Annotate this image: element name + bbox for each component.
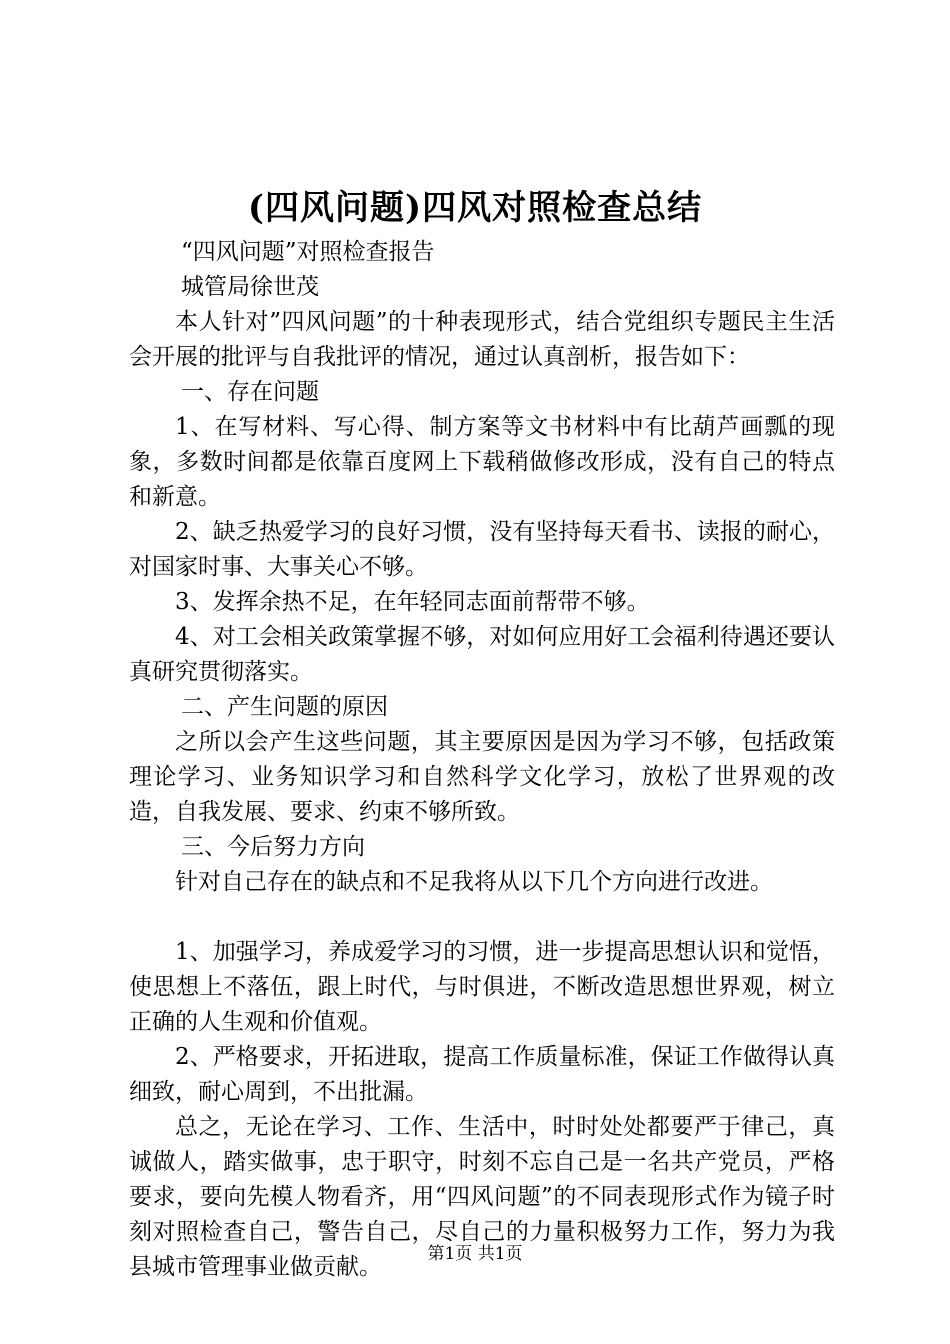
direction-item: 2、严格要求，开拓进取，提高工作质量标准，保证工作做得认真细致，耐心周到，不出批漏。 xyxy=(129,1044,835,1105)
problem-item: 2、缺乏热爱学习的良好习惯，没有坚持每天看书、读报的耐心，对国家时事、大事关心不够。 xyxy=(129,519,835,580)
conclusion-paragraph: 总之，无论在学习、工作、生活中，时时处处都要严于律己，真诚做人，踏实做事，忠于职守，时刻不忘自己是一名共产党员，严格要求，要向先模人物看齐，用“四风问题”的不同表现形式作为镜子时刻对照检查自己，警告自己，尽自己的力量积极努力工作，努力为我县城市管理事业做贡献。 xyxy=(129,1114,835,1280)
document-title: (四风问题)四风对照检查总结 xyxy=(247,188,703,228)
problem-item: 1、在写材料、写心得、制方案等文书材料中有比葫芦画瓢的现象，多数时间都是依靠百度网上下载稍做修改形成，没有自己的特点和新意。 xyxy=(129,414,835,510)
problem-item: 3、发挥余热不足，在年轻同志面前帮带不够。 xyxy=(175,589,650,615)
report-author: 城管局徐世茂 xyxy=(181,274,319,300)
intro-paragraph: 本人针对”四风问题”的十种表现形式，结合党组织专题民主生活会开展的批评与自我批评的情况，通过认真剖析，报告如下： xyxy=(129,309,835,370)
cause-paragraph: 之所以会产生这些问题，其主要原因是因为学习不够，包括政策理论学习、业务知识学习和自然科学文化学习，放松了世界观的改造，自我发展、要求、约束不够所致。 xyxy=(129,729,835,825)
direction-intro: 针对自己存在的缺点和不足我将从以下几个方向进行改进。 xyxy=(175,869,773,895)
page-footer: 第1页 共1页 xyxy=(427,1244,523,1264)
direction-item: 1、加强学习，养成爱学习的习惯，进一步提高思想认识和觉悟，使思想上不落伍，跟上时代，与时俱进，不断改造思想世界观，树立正确的人生观和价值观。 xyxy=(129,939,835,1035)
problem-item: 4、对工会相关政策掌握不够，对如何应用好工会福利待遇还要认真研究贯彻落实。 xyxy=(129,624,835,685)
document-body xyxy=(129,235,835,1285)
section-heading-causes: 二、产生问题的原因 xyxy=(181,694,388,720)
section-heading-problems: 一、存在问题 xyxy=(181,379,319,405)
blank-line xyxy=(129,900,835,935)
report-subtitle: “四风问题”对照检查报告 xyxy=(181,239,435,265)
section-heading-directions: 三、今后努力方向 xyxy=(181,834,365,860)
